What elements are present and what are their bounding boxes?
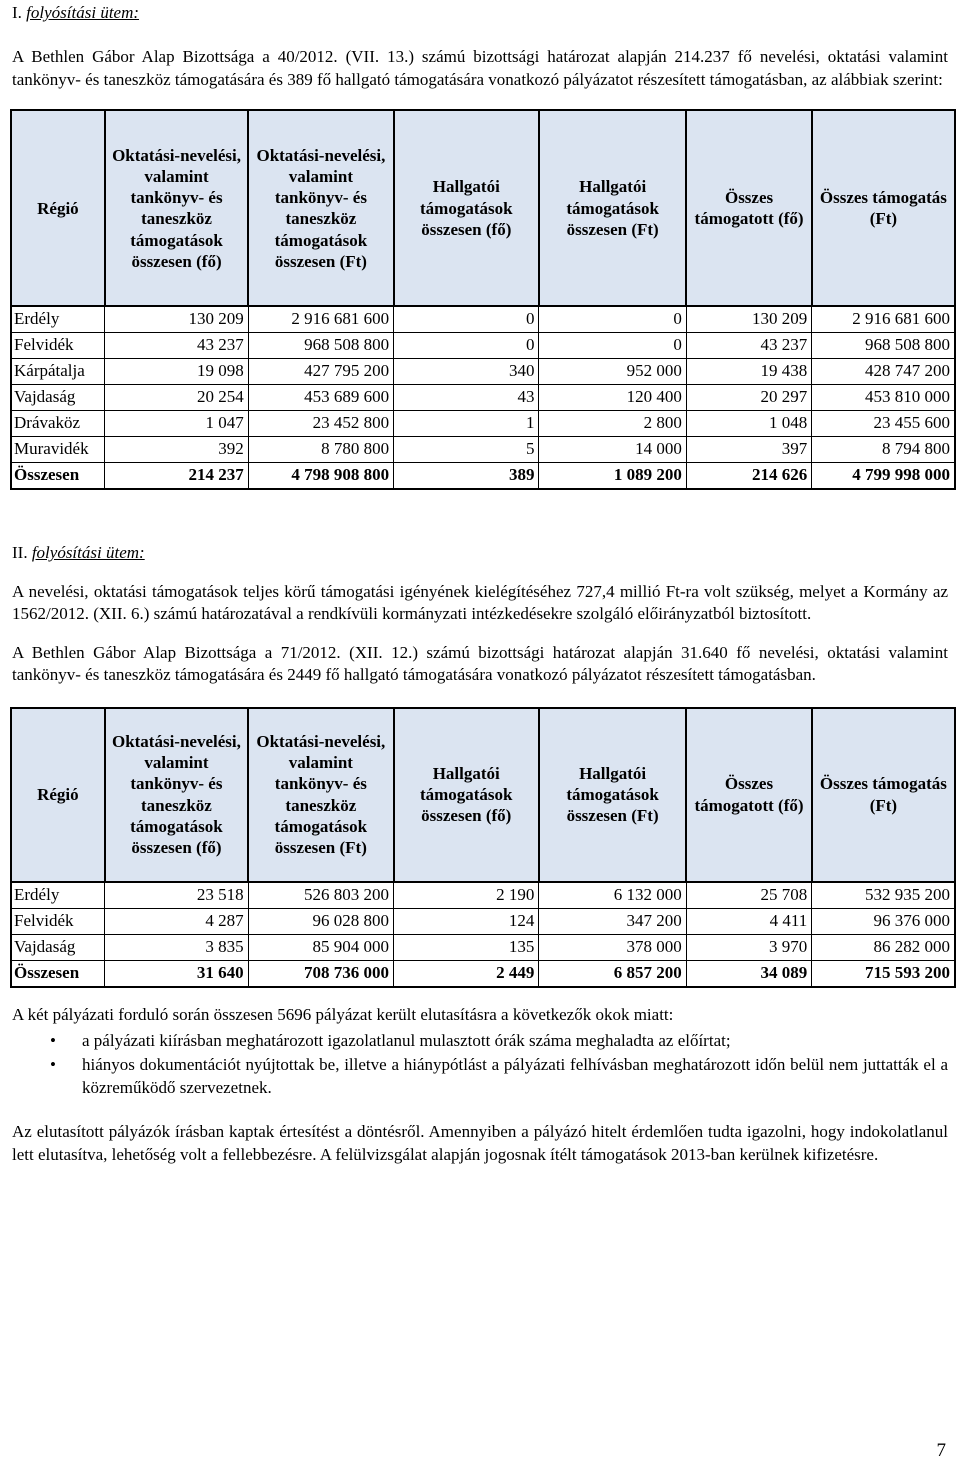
- cell-total-persons: 43 237: [686, 333, 811, 359]
- section2-number: II.: [12, 543, 28, 563]
- cell-edu-persons: 130 209: [105, 306, 248, 333]
- cell-edu-persons: 20 254: [105, 385, 248, 411]
- cell-total-amount: 428 747 200: [812, 359, 955, 385]
- table-row: [11, 385, 955, 411]
- cell-student-persons: 135: [394, 934, 539, 960]
- total-total-amount: 4 799 998 000: [812, 463, 955, 490]
- cell-region: Vajdaság: [11, 934, 105, 960]
- cell-student-persons: 0: [394, 333, 539, 359]
- section1-paragraph: A Bethlen Gábor Alap Bizottsága a 40/2012. (VII. 13.) számú bizottsági határozat alapján 214.237 fő nevelési, oktatási valamint tankönyv- és taneszköz támogatására és 389 fő hallgató támogatására vonatkozó pályázatot részesített támogatásban, az alábbiak szerint:: [12, 47, 948, 89]
- cell-total-amount: 23 455 600: [812, 411, 955, 437]
- cell-student-persons: 340: [394, 359, 539, 385]
- section1-number: I.: [12, 3, 22, 22]
- cell-student-amount: 6 132 000: [539, 882, 686, 909]
- cell-edu-persons: 43 237: [105, 333, 248, 359]
- cell-student-persons: 0: [394, 306, 539, 333]
- col-header-student-persons: Hallgatói támogatások összesen (fő): [394, 708, 539, 882]
- page-number: 7: [936, 1440, 946, 1461]
- bullet-icon: •: [50, 1030, 56, 1050]
- cell-student-persons: 2 190: [394, 882, 539, 909]
- table-header-row: [11, 110, 955, 306]
- table-second-round-body: [11, 882, 955, 987]
- cell-edu-persons: 4 287: [105, 908, 248, 934]
- total-edu-persons: 31 640: [105, 960, 248, 987]
- total-student-persons: 2 449: [394, 960, 539, 987]
- cell-edu-amount: 23 452 800: [248, 411, 393, 437]
- cell-edu-persons: 23 518: [105, 882, 248, 909]
- bullet-icon: •: [50, 1055, 56, 1075]
- col-header-total-persons: Összes támogatott (fő): [686, 110, 811, 306]
- section2-paragraph-2: A Bethlen Gábor Alap Bizottsága a 71/2012. (XII. 12.) számú bizottsági határozat alapján 31.640 fő nevelési, oktatási valamint tankönyv- és taneszköz támogatására és 2449 fő hallgató támogatására vonatkozó pályázatot részesített támogatásban.: [12, 642, 948, 685]
- col-header-edu-persons: Oktatási-nevelési, valamint tankönyv- és taneszköz támogatások összesen (fő): [105, 110, 248, 306]
- cell-student-amount: 0: [539, 306, 686, 333]
- col-header-edu-persons: Oktatási-nevelési, valamint tankönyv- és taneszköz támogatások összesen (fő): [105, 708, 248, 882]
- cell-edu-amount: 96 028 800: [248, 908, 393, 934]
- cell-student-amount: 0: [539, 333, 686, 359]
- cell-total-amount: 968 508 800: [812, 333, 955, 359]
- cell-student-persons: 1: [394, 411, 539, 437]
- cell-student-persons: 5: [394, 437, 539, 463]
- total-region: Összesen: [11, 960, 105, 987]
- col-header-total-amount: Összes támogatás (Ft): [812, 708, 955, 882]
- total-student-amount: 6 857 200: [539, 960, 686, 987]
- section1-heading: [12, 2, 948, 24]
- col-header-edu-amount: Oktatási-nevelési, valamint tankönyv- és taneszköz támogatások összesen (Ft): [248, 708, 393, 882]
- reason-text: a pályázati kiírásban meghatározott igazolatlanul mulasztott órák száma meghaladta az előírtat;: [82, 1030, 731, 1050]
- cell-region: Muravidék: [11, 437, 105, 463]
- cell-edu-persons: 1 047: [105, 411, 248, 437]
- cell-student-amount: 378 000: [539, 934, 686, 960]
- total-edu-persons: 214 237: [105, 463, 248, 490]
- col-header-region: Régió: [11, 708, 105, 882]
- table-row: [11, 306, 955, 333]
- cell-region: Vajdaság: [11, 385, 105, 411]
- cell-student-persons: 43: [394, 385, 539, 411]
- cell-edu-amount: 85 904 000: [248, 934, 393, 960]
- cell-edu-amount: 2 916 681 600: [248, 306, 393, 333]
- table-row: [11, 411, 955, 437]
- list-item: [12, 1054, 948, 1099]
- cell-region: Felvidék: [11, 333, 105, 359]
- table-row: [11, 934, 955, 960]
- cell-total-amount: 8 794 800: [812, 437, 955, 463]
- cell-student-persons: 124: [394, 908, 539, 934]
- cell-total-persons: 3 970: [686, 934, 811, 960]
- section2-label: folyósítási ütem:: [31, 543, 145, 563]
- cell-region: Erdély: [11, 882, 105, 909]
- cell-total-persons: 397: [686, 437, 811, 463]
- cell-edu-persons: 392: [105, 437, 248, 463]
- col-header-student-persons: Hallgatói támogatások összesen (fő): [394, 110, 539, 306]
- col-header-total-persons: Összes támogatott (fő): [686, 708, 811, 882]
- cell-total-persons: 25 708: [686, 882, 811, 909]
- cell-region: Felvidék: [11, 908, 105, 934]
- cell-edu-amount: 526 803 200: [248, 882, 393, 909]
- cell-student-amount: 347 200: [539, 908, 686, 934]
- table-row: [11, 908, 955, 934]
- cell-edu-persons: 3 835: [105, 934, 248, 960]
- total-total-persons: 34 089: [686, 960, 811, 987]
- total-edu-amount: 4 798 908 800: [248, 463, 393, 490]
- total-edu-amount: 708 736 000: [248, 960, 393, 987]
- cell-total-persons: 19 438: [686, 359, 811, 385]
- table-second-round: [10, 707, 956, 988]
- cell-student-amount: 120 400: [539, 385, 686, 411]
- table-row: [11, 882, 955, 909]
- cell-student-amount: 952 000: [539, 359, 686, 385]
- col-header-total-amount: Összes támogatás (Ft): [812, 110, 955, 306]
- cell-total-amount: 86 282 000: [812, 934, 955, 960]
- col-header-region: Régió: [11, 110, 105, 306]
- cell-total-persons: 1 048: [686, 411, 811, 437]
- document-page: [12, 0, 948, 1166]
- section2-heading: [12, 542, 948, 564]
- rejection-closing: Az elutasított pályázók írásban kaptak értesítést a döntésről. Amennyiben a pályázó hitelt érdemlően tudta igazolni, hogy indokolatlanul lett elutasítva, lehetőség volt a fellebbezésre. A felülvizsgálat alapján jogosnak ítélt támogatások 2013-ban kerülnek kifizetésre.: [12, 1122, 948, 1164]
- reason-text: hiányos dokumentációt nyújtottak be, illetve a hiánypótlást a pályázati felhívásban meghatározott időn belül nem juttatták el a közreműködő szervezetnek.: [82, 1055, 948, 1097]
- col-header-student-amount: Hallgatói támogatások összesen (Ft): [539, 110, 686, 306]
- total-student-persons: 389: [394, 463, 539, 490]
- table-first-round: [10, 109, 956, 490]
- cell-total-persons: 20 297: [686, 385, 811, 411]
- cell-region: Drávaköz: [11, 411, 105, 437]
- rejection-reasons-list: [12, 1030, 948, 1099]
- col-header-edu-amount: Oktatási-nevelési, valamint tankönyv- és taneszköz támogatások összesen (Ft): [248, 110, 393, 306]
- table-total-row: [11, 960, 955, 987]
- cell-edu-amount: 8 780 800: [248, 437, 393, 463]
- list-item: [12, 1030, 948, 1052]
- cell-region: Erdély: [11, 306, 105, 333]
- table-total-row: [11, 463, 955, 490]
- table-row: [11, 333, 955, 359]
- cell-total-amount: 532 935 200: [812, 882, 955, 909]
- table-first-round-body: [11, 306, 955, 489]
- table-row: [11, 437, 955, 463]
- cell-total-persons: 4 411: [686, 908, 811, 934]
- col-header-student-amount: Hallgatói támogatások összesen (Ft): [539, 708, 686, 882]
- cell-edu-persons: 19 098: [105, 359, 248, 385]
- cell-total-amount: 96 376 000: [812, 908, 955, 934]
- cell-total-persons: 130 209: [686, 306, 811, 333]
- cell-edu-amount: 968 508 800: [248, 333, 393, 359]
- section2-paragraph-1: A nevelési, oktatási támogatások teljes körű támogatási igényének kielégítéséhez 727,4 millió Ft-ra volt szükség, melyet a Kormány az 1562/2012. (XII. 6.) számú határozatával a rendkívüli kormányzati intézkedésekre szolgáló előirányzatból biztosított.: [12, 581, 948, 624]
- section1-label: folyósítási ütem:: [26, 3, 140, 22]
- total-student-amount: 1 089 200: [539, 463, 686, 490]
- cell-edu-amount: 427 795 200: [248, 359, 393, 385]
- cell-edu-amount: 453 689 600: [248, 385, 393, 411]
- table-header-row: [11, 708, 955, 882]
- total-total-persons: 214 626: [686, 463, 811, 490]
- total-total-amount: 715 593 200: [812, 960, 955, 987]
- cell-student-amount: 2 800: [539, 411, 686, 437]
- cell-total-amount: 2 916 681 600: [812, 306, 955, 333]
- cell-region: Kárpátalja: [11, 359, 105, 385]
- table-row: [11, 359, 955, 385]
- rejection-intro: A két pályázati forduló során összesen 5696 pályázat került elutasításra a következők okok miatt:: [12, 1004, 674, 1024]
- cell-total-amount: 453 810 000: [812, 385, 955, 411]
- cell-student-amount: 14 000: [539, 437, 686, 463]
- total-region: Összesen: [11, 463, 105, 490]
